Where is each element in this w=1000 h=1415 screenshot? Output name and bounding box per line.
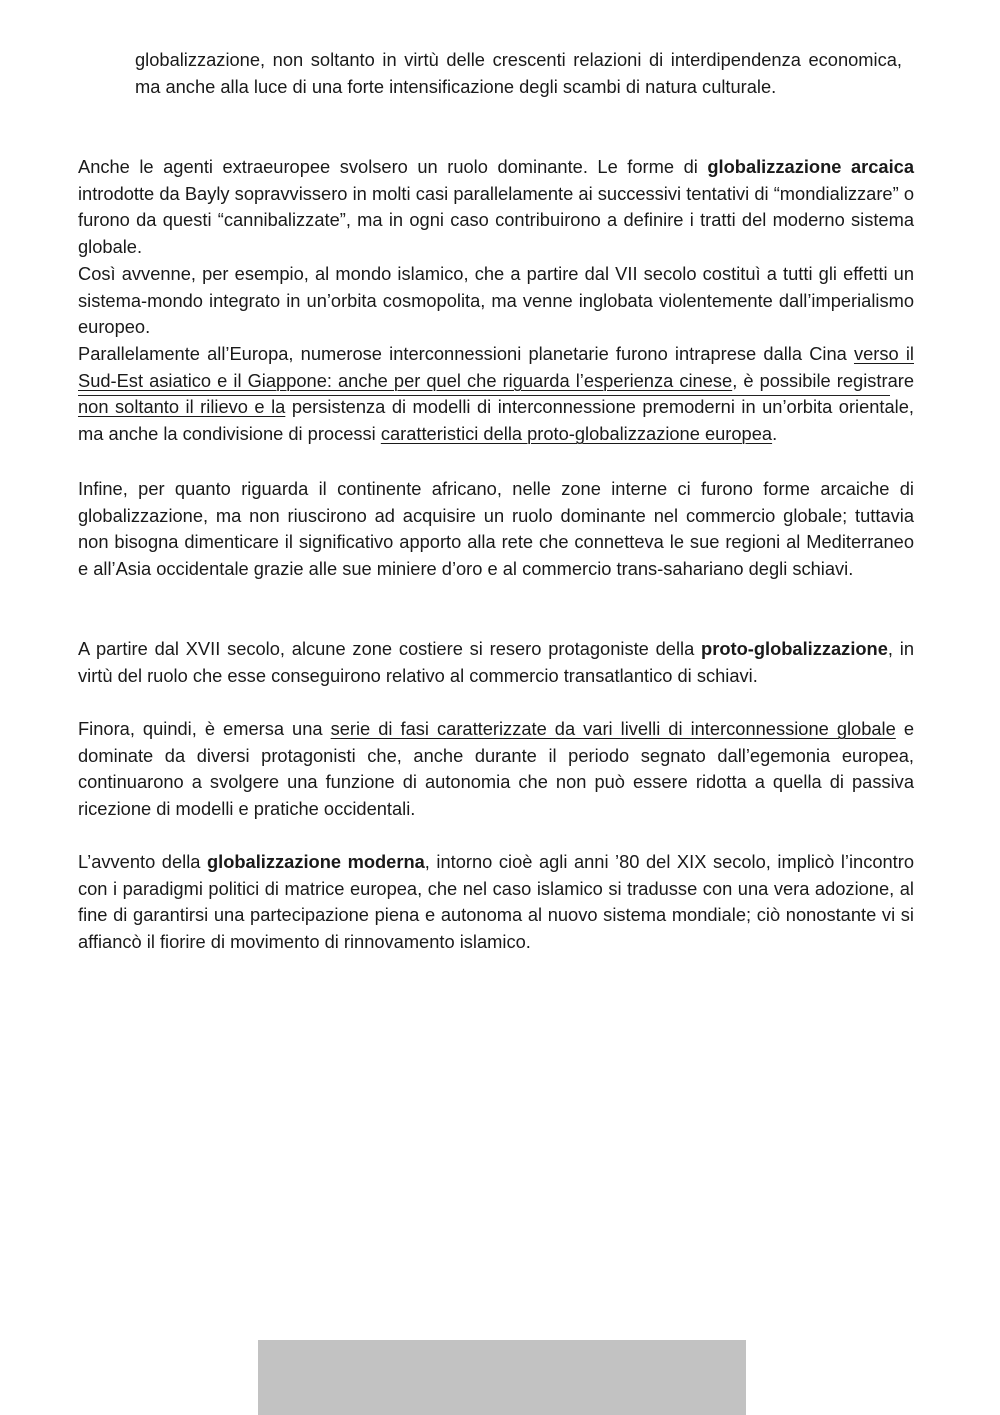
underlined-text: caratteristici della proto-globalizzazione europea (380, 423, 773, 445)
text-span: introdotte da Bayly sopravvissero in molti casi parallelamente ai successivi tentativi di “mondializzare” o furono da questi “cannibalizzate”, ma in ogni caso contribuirono a definire i tratti del moderno sistema globale. (78, 182, 914, 258)
footer-placeholder-box (258, 1340, 746, 1415)
text-span: Anche le agenti extraeuropee svolsero un ruolo dominante. Le forme di (78, 156, 708, 177)
text-span: , intorno cioè agli anni ’80 del XIX secolo, implicò l’incontro con i paradigmi politici di matrice europea, che nel caso islamico si tradusse con una vera adozione, al fine di garantirsi una partecipazione piena e autonoma al nuovo sistema mondiale; ciò nonostante vi si affiancò il fiorire di movimento di rinnovamento islamico. (78, 851, 915, 953)
underlined-text: non soltanto il rilievo e la (78, 396, 286, 418)
paragraph-globalizzazione-continuation (135, 47, 902, 100)
text-span: Infine, per quanto riguarda il continente africano, nelle zone interne ci furono forme arcaiche di globalizzazione, ma non riuscirono ad acquisire un ruolo dominante nel commercio globale; tuttavia non bisogna dimenticare il significativo apporto alla rete che connetteva le sue regioni al Mediterraneo e all’Asia occidentale grazie alle sue miniere d’oro e al commercio trans-sahariano degli schiavi. (78, 478, 914, 580)
paragraph-globalizzazione-moderna (78, 849, 914, 956)
underline-rule (78, 395, 890, 396)
paragraph-xvii-secolo (78, 636, 914, 689)
text-span: A partire dal XVII secolo, alcune zone costiere si resero protagoniste della (78, 638, 702, 659)
paragraph-mondo-islamico (78, 261, 914, 341)
text-span: , in virtù del ruolo che esse conseguirono relativo al commercio transatlantico di schiavi. (78, 638, 914, 686)
underlined-text: verso il Sud-Est asiatico e il Giappone: anche per quel che riguarda l’esperienza cinese (78, 343, 914, 391)
underlined-text: serie di fasi caratterizzate da vari livelli di interconnessione globale (330, 718, 896, 739)
paragraph-agenti-extraeuropee (78, 154, 914, 261)
paragraph-finora (78, 716, 914, 823)
bold-term: globalizzazione moderna (206, 851, 425, 872)
text-span: e dominate da diversi protagonisti che, anche durante il periodo segnato dall’egemonia europea, continuarono a svolgere una funzione di autonomia che non può essere ridotta a quella di passiva ricezione di modelli e pratiche occidentali. (78, 718, 915, 820)
text-span: globalizzazione, non soltanto in virtù delle crescenti relazioni di interdipendenza economica, ma anche alla luce di una forte intensificazione degli scambi di natura culturale. (135, 49, 902, 97)
text-span: L’avvento della (78, 851, 207, 872)
text-span: persistenza di modelli di interconnessione premoderni in un’orbita orientale, ma anche la condivisione di processi (78, 396, 914, 445)
text-span: Parallelamente all’Europa, numerose interconnessioni planetarie furono intraprese dalla Cina (78, 343, 854, 364)
bold-term: globalizzazione arcaica (707, 156, 915, 177)
text-span: Così avvenne, per esempio, al mondo islamico, che a partire dal VII secolo costituì a tutti gli effetti un sistema-mondo integrato in un’orbita cosmopolita, ma venne inglobata violentemente dall’imperialismo europeo. (78, 263, 914, 338)
text-span: . (772, 423, 778, 445)
text-span: , è possibile registrare (732, 369, 914, 391)
bold-term: proto-globalizzazione (701, 638, 888, 659)
paragraph-continente-africano (78, 476, 914, 583)
text-span: Finora, quindi, è emersa una (78, 718, 331, 739)
